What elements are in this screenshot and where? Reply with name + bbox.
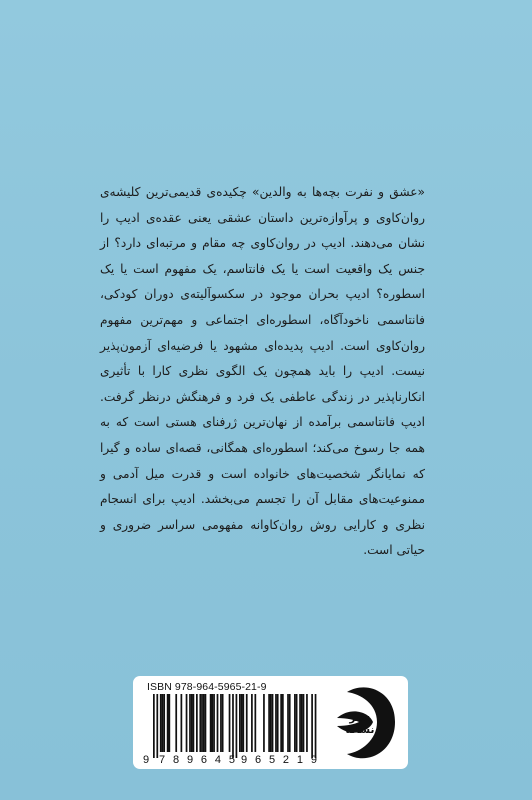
barcode-bar [315, 694, 317, 758]
blurb-paragraph: «عشق و نفرت بچه‌ها به والدین» چکیده‌ی قدیمی‌ترین کلیشه‌ی روان‌کاوی و پرآوازه‌ترین داستان عشقی یعنی عقده‌ی ادیپ را نشان می‌دهند. ادیپ در روان‌کاوی چه مقام و مرتبه‌ای دارد؟ از جنس یک واقعیت است یا یک فانتاسم، یک مفهوم است یا یک اسطوره؟ ادیپ بحران موجود در سکسوآلیته‌ی دوران کودکی، فانتاسمی ناخودآگاه، اسطوره‌ای اجتماعی و مهم‌ترین مفهوم روان‌کاوی است. ادیپ پدیده‌ای مشهود یا فرضیه‌ای آزمون‌پذیر نیست. ادیپ را باید همچون یک الگوی نظری کارا با تأثیری انکارناپذیر در زندگی عاطفی یک فرد و فرهنگش درنظر گرفت. ادیپ فانتاسمی برآمده از نهان‌ترین ژرفنای هستی است که به همه جا رسوخ می‌کند؛ اسطوره‌ای همگانی، قصه‌ای ساده و گیرا که نمایانگر شخصیت‌های خانواده است و قدرت میل آدمی و ممنوعیت‌های مقابل آن را تجسم می‌بخشد. ادیپ برای انسجام نظری و کارایی روش روان‌کاوانه مفهومی سراسر ضروری و حیاتی است. [100, 185, 425, 558]
barcode-bar [203, 694, 205, 752]
barcode-bar [275, 694, 277, 752]
barcode-bar [251, 694, 253, 752]
isbn-barcode-label [133, 676, 408, 769]
barcode-bar [205, 694, 207, 752]
barcode-bar [222, 694, 224, 752]
barcode-bar [175, 694, 177, 752]
barcode-bar [299, 694, 301, 752]
barcode-bar [306, 694, 308, 752]
publisher-name-line2: نشانه [345, 724, 375, 736]
barcode-bar [311, 694, 313, 758]
barcode-bar [160, 694, 162, 752]
barcode-bar [220, 694, 222, 752]
barcode-bar [229, 694, 231, 752]
isbn-number: ISBN 978-964-5965-21-9 [147, 681, 267, 693]
barcode-bar [296, 694, 298, 752]
barcode-bar [242, 694, 244, 752]
barcode-bar [270, 694, 272, 752]
barcode-bar [289, 694, 291, 752]
barcode-bar [280, 694, 282, 752]
barcode-bar [181, 694, 183, 752]
barcode-bar [168, 694, 170, 752]
barcode-bar [303, 694, 305, 752]
barcode-bar [189, 694, 191, 752]
barcode-bar [232, 694, 234, 758]
barcode-bar [201, 694, 203, 752]
barcode-bar [156, 694, 158, 758]
barcode-digits-left: 789645 [159, 754, 235, 766]
barcode-bar [287, 694, 289, 752]
barcode-bar [268, 694, 270, 752]
barcode-bar [196, 694, 198, 752]
publisher-name [343, 712, 377, 736]
barcode-bar [241, 694, 243, 752]
barcode-bar [282, 694, 284, 752]
barcode-bar [186, 694, 188, 752]
barcode-bar [153, 694, 155, 758]
barcode-bar [217, 694, 219, 752]
barcode-bar [210, 694, 212, 752]
barcode-digit-first: 9 [143, 754, 150, 766]
barcode-bar [246, 694, 248, 752]
barcode-bar [239, 694, 241, 752]
barcode-bar [213, 694, 215, 752]
barcode-bars [153, 694, 316, 758]
barcode-image [141, 694, 329, 766]
back-cover-blurb [100, 180, 425, 564]
barcode-bar [167, 694, 169, 752]
barcode-bar [163, 694, 165, 752]
barcode-bar [191, 694, 193, 752]
barcode-bar [272, 694, 274, 752]
barcode-bar [236, 694, 238, 758]
barcode-bar [277, 694, 279, 752]
barcode-bar [254, 694, 256, 752]
publisher-name-line1: نشر [349, 712, 371, 724]
barcode-bar [193, 694, 195, 752]
publisher-logo [333, 682, 403, 764]
barcode-bar [301, 694, 303, 752]
barcode-digits-right: 965219 [241, 754, 317, 766]
barcode-bar [263, 694, 265, 752]
barcode-bar [199, 694, 201, 752]
barcode-bar [294, 694, 296, 752]
barcode-bar [211, 694, 213, 752]
barcode-bar [162, 694, 164, 752]
